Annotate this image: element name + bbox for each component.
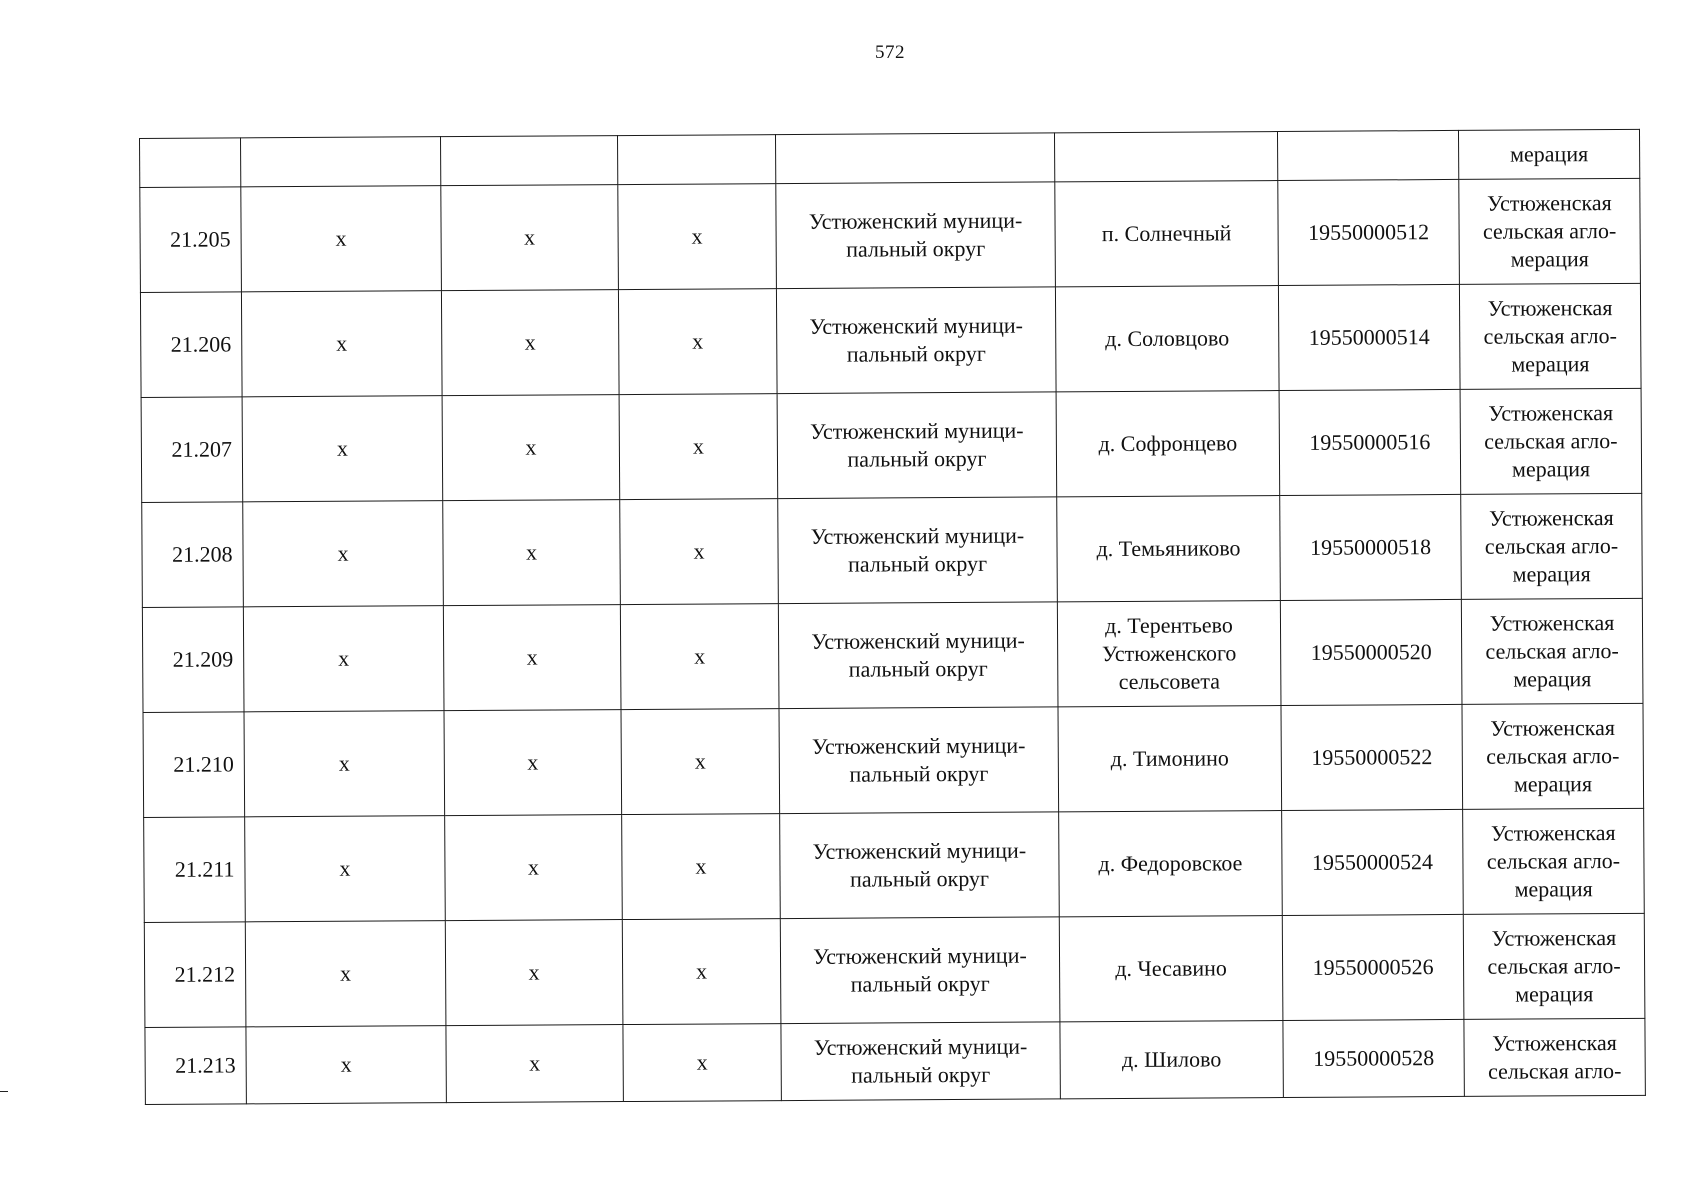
agglomeration-cell-line: сельская агло- [1486,847,1621,874]
agglomeration-cell-line: сельская агло- [1483,322,1617,349]
settlement-cell [1057,496,1281,602]
agglomeration-cell-line: Устюженская [1487,190,1612,216]
table-row [143,703,1644,817]
mark-cell: х [243,501,444,607]
district-cell-line: Устюженский муници- [813,1033,1028,1060]
agglomeration-cell-line: мерация [1512,561,1591,587]
oktmo-code-cell: 19550000528 [1283,1019,1464,1097]
settlement-cell-line: д. Тимонино [1110,745,1229,772]
settlement-cell-line: д. Темьяниково [1096,535,1241,562]
agglomeration-cell-line: сельская агло- [1482,217,1617,244]
agglomeration-cell-line: Устюженская [1489,609,1615,636]
agglomeration-cell [1464,1018,1645,1096]
mark-cell: х [446,1025,623,1103]
settlement-cell [1058,706,1282,812]
agglomeration-cell-line: мерация [1511,351,1590,377]
district-cell-line: пальный округ [848,655,988,682]
agglomeration-cell-line: Устюженская [1487,295,1613,321]
mark-cell: х [244,711,445,817]
row-number-cell: 21.208 [142,502,244,608]
margin-mark [0,1091,8,1092]
district-cell-line: Устюженский муници- [809,417,1024,444]
settlement-cell [1059,811,1283,917]
agglomeration-cell [1463,913,1645,1019]
mark-cell: х [441,290,619,396]
district-cell-line: пальный округ [846,235,986,262]
table-row [144,913,1645,1027]
header-cell [140,138,241,188]
agglomeration-cell-line: Устюженская [1488,504,1614,531]
district-cell [776,182,1056,289]
row-number-cell: 21.207 [141,397,243,503]
header-cell-agglomeration: мерация [1458,129,1639,179]
header-cell [617,135,775,185]
district-cell-line: Устюженский муници- [808,207,1023,234]
mark-cell: х [619,394,778,500]
settlement-cell [1059,916,1283,1022]
row-number-cell: 21.211 [144,817,246,923]
agglomeration-cell [1459,283,1641,389]
district-cell-line: Устюженский муници- [813,942,1027,969]
mark-cell: х [621,709,780,815]
table-row [140,178,1641,292]
oktmo-code-cell: 19550000514 [1278,284,1460,390]
agglomeration-cell-line: мерация [1510,246,1589,272]
agglomeration-cell-line: мерация [1511,456,1591,482]
settlement-cell-line: сельсовета [1118,668,1221,695]
oktmo-code-cell: 19550000512 [1278,179,1460,285]
row-number-cell: 21.212 [144,922,246,1028]
header-cell [1277,130,1458,180]
table-row [144,808,1645,922]
agglomeration-cell [1460,388,1642,494]
agglomeration-cell-line: мерация [1513,666,1592,692]
settlement-cell [1056,391,1280,497]
district-cell-line: Устюженский муници- [810,522,1025,549]
district-cell-line: пальный округ [849,865,990,892]
agglomeration-cell-line: сельская агло- [1487,1057,1622,1084]
settlement-cell [1057,601,1281,707]
agglomeration-cell [1461,493,1643,599]
agglomeration-cell-line: мерация [1513,771,1593,797]
row-number-cell: 21.205 [140,187,242,293]
row-number-cell: 21.209 [142,607,244,713]
settlement-cell [1055,181,1279,287]
mark-cell: х [441,185,619,291]
mark-cell: х [445,815,623,921]
agglomeration-cell [1462,703,1644,809]
agglomeration-cell-line: мерация [1515,981,1594,1007]
oktmo-code-cell: 19550000516 [1279,389,1461,495]
settlement-cell-line: д. Терентьево [1105,612,1233,639]
mark-cell: х [243,606,444,712]
district-cell [777,392,1057,499]
district-cell [780,812,1060,919]
district-cell-line: Устюженский муници- [811,732,1026,759]
district-cell [776,287,1056,394]
agglomeration-cell-line: сельская агло- [1485,637,1619,664]
mark-cell: х [246,1026,446,1104]
district-cell-line: Устюженский муници- [812,837,1027,864]
table-row [142,598,1643,712]
settlement-cell-line: д. Соловцово [1105,325,1230,352]
mark-cell: х [242,396,443,502]
district-cell [780,917,1060,1024]
oktmo-code-cell: 19550000520 [1280,599,1462,705]
settlement-cell-line: п. Солнечный [1101,220,1232,247]
mark-cell: х [241,291,442,397]
settlement-cell [1060,1021,1283,1099]
settlement-cell-line: д. Чесавино [1115,955,1227,982]
settlement-cell-line: д. Федоровское [1098,850,1243,877]
header-cell [775,133,1054,184]
district-cell-line: пальный округ [848,550,988,577]
district-cell [778,602,1058,709]
settlement-cell-line: Устюженского [1101,640,1237,667]
table-row [141,388,1642,502]
settlement-cell-line: д. Шилово [1121,1046,1222,1073]
row-number-cell: 21.210 [143,712,245,818]
district-cell-line: Устюженский муници- [811,627,1025,654]
row-number-cell: 21.206 [140,292,242,398]
mark-cell: х [443,605,621,711]
header-cell [440,136,617,186]
mark-cell: х [622,814,781,920]
registry-table [139,129,1646,1105]
mark-cell: х [442,395,620,501]
agglomeration-cell [1459,178,1641,284]
oktmo-code-cell: 19550000518 [1280,494,1462,600]
mark-cell: х [245,921,446,1027]
table-row [142,493,1643,607]
oktmo-code-cell: 19550000524 [1282,809,1464,915]
agglomeration-cell-line: сельская агло- [1487,952,1621,979]
agglomeration-cell-line: сельская агло- [1486,742,1620,769]
oktmo-code-cell: 19550000526 [1282,914,1464,1020]
district-cell-line: пальный округ [849,760,989,787]
mark-cell: х [241,186,442,292]
agglomeration-cell-line: Устюженская [1492,1029,1617,1056]
mark-cell: х [444,710,622,816]
header-cell [1054,132,1277,182]
district-cell [781,1022,1060,1101]
agglomeration-cell-line: сельская агло- [1484,427,1618,454]
agglomeration-cell-line: Устюженская [1491,924,1617,951]
mark-cell: х [618,184,777,290]
oktmo-code-cell: 19550000522 [1281,704,1463,810]
district-cell [778,497,1058,604]
settlement-cell-line: д. Софронцево [1098,430,1238,457]
district-cell-line: пальный округ [850,970,990,997]
agglomeration-cell-line: мерация [1514,876,1593,902]
table-row [140,283,1641,397]
agglomeration-cell [1461,598,1643,704]
mark-cell: х [623,1024,781,1102]
agglomeration-cell-line: сельская агло- [1484,532,1619,559]
row-number-cell: 21.213 [145,1027,246,1105]
agglomeration-cell-line: Устюженская [1490,819,1616,846]
header-cell [241,137,441,187]
mark-cell: х [443,500,621,606]
district-cell-line: Устюженский муници- [809,312,1023,339]
agglomeration-cell-line: Устюженская [1490,714,1616,741]
agglomeration-cell [1463,808,1645,914]
district-cell-line: пальный округ [847,445,987,472]
district-cell [779,707,1059,814]
page-number: 572 [875,42,905,63]
district-cell-line: пальный округ [846,340,986,367]
table-row [145,1018,1645,1104]
settlement-cell [1055,286,1279,392]
district-cell-line: пальный округ [851,1061,991,1088]
mark-cell: х [622,919,781,1025]
mark-cell: х [445,920,623,1026]
mark-cell: х [245,816,446,922]
mark-cell: х [620,499,779,605]
mark-cell: х [620,604,779,710]
agglomeration-cell-line: Устюженская [1488,400,1614,426]
mark-cell: х [618,289,777,395]
